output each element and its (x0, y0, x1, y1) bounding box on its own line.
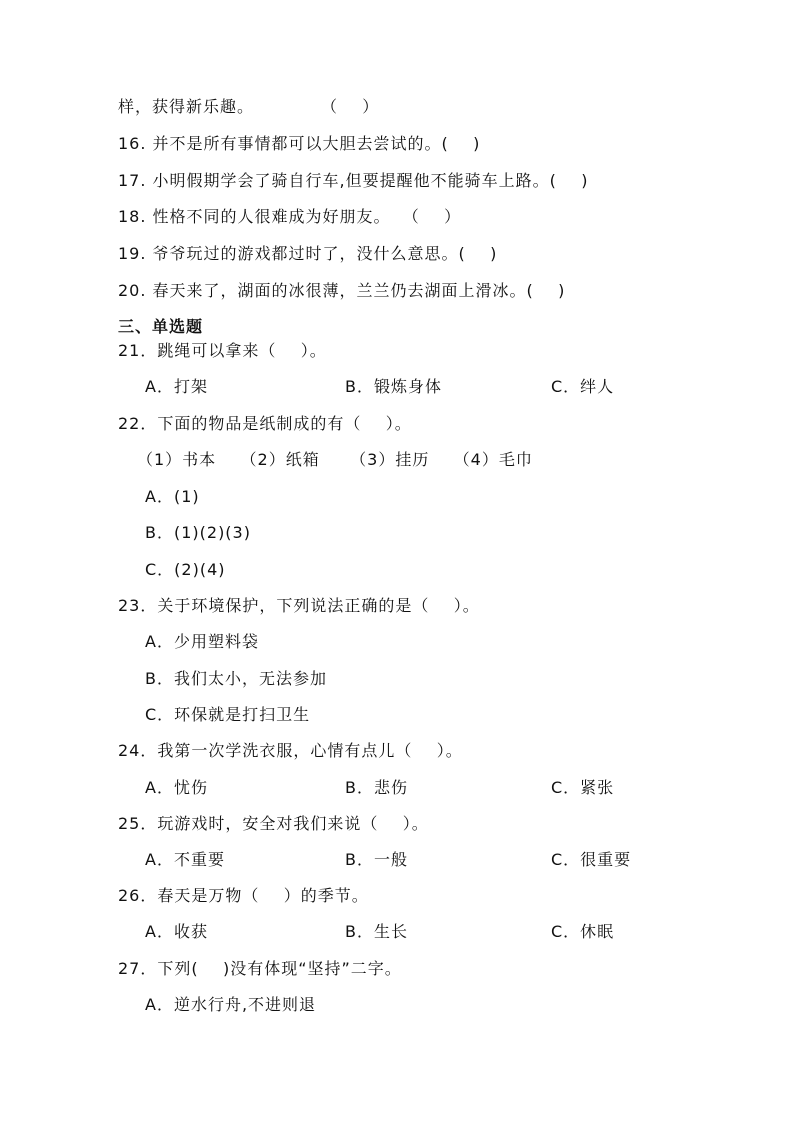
question-23-option-a: A．少用塑料袋 (145, 632, 259, 651)
question-26-stem: 26．春天是万物（ ）的季节。 (118, 886, 369, 905)
question-26-option-c: C．休眠 (551, 922, 615, 941)
question-25-option-c: C．很重要 (551, 850, 632, 869)
question-number: 20. (118, 281, 147, 300)
question-21-option-b: B．锻炼身体 (345, 377, 442, 396)
question-number: 18. (118, 207, 147, 226)
question-number: 19. (118, 244, 147, 263)
question-23-option-c: C．环保就是打扫卫生 (145, 705, 311, 724)
question-24-option-a: A．忧伤 (145, 778, 208, 797)
question-number: 16. (118, 134, 147, 153)
question-22-option-a: A．(1) (145, 487, 200, 506)
judge-item-19 (118, 244, 497, 264)
question-text: 春天来了，湖面的冰很薄，兰兰仍去湖面上滑冰。( ) (152, 281, 566, 300)
question-21-option-a: A．打架 (145, 377, 208, 396)
question-23-option-b: B．我们太小，无法参加 (145, 669, 327, 688)
question-23-stem: 23．关于环境保护，下列说法正确的是（ ）。 (118, 596, 480, 615)
question-25-option-b: B．一般 (345, 850, 408, 869)
question-text: 性格不同的人很难成为好朋友。 （ ） (152, 207, 462, 226)
question-21-stem: 21．跳绳可以拿来（ ）。 (118, 341, 327, 360)
judge-item-17 (118, 171, 588, 191)
question-27-option-a: A．逆水行舟,不进则退 (145, 995, 317, 1014)
question-27-stem: 27．下列( )没有体现“坚持”二字。 (118, 959, 402, 978)
question-26-option-b: B．生长 (345, 922, 408, 941)
section-title: 三、单选题 (118, 317, 204, 336)
judge-item-15-tail: 样，获得新乐趣。 （ ） (118, 97, 380, 116)
question-24-option-b: B．悲伤 (345, 778, 408, 797)
question-24-option-c: C．紧张 (551, 778, 615, 797)
judge-item-16 (118, 134, 480, 154)
question-22-option-b: B．(1)(2)(3) (145, 523, 251, 542)
question-text: 小明假期学会了骑自行车,但要提醒他不能骑车上路。( ) (152, 171, 589, 190)
judge-item-18 (118, 207, 461, 227)
question-22-stem: 22．下面的物品是纸制成的有（ ）。 (118, 414, 412, 433)
question-24-stem: 24．我第一次学洗衣服，心情有点儿（ ）。 (118, 741, 463, 760)
question-21-option-c: C．绊人 (551, 377, 615, 396)
question-text: 爷爷玩过的游戏都过时了，没什么意思。( ) (152, 244, 498, 263)
question-22-option-c: C．(2)(4) (145, 560, 226, 579)
judge-item-20 (118, 281, 565, 301)
question-number: 17. (118, 171, 147, 190)
question-25-stem: 25．玩游戏时，安全对我们来说（ ）。 (118, 814, 429, 833)
question-25-option-a: A．不重要 (145, 850, 225, 869)
question-26-option-a: A．收获 (145, 922, 208, 941)
question-text: 并不是所有事情都可以大胆去尝试的。( ) (152, 134, 481, 153)
question-22-items: （1）书本 （2）纸箱 （3）挂历 （4）毛巾 (137, 450, 533, 469)
